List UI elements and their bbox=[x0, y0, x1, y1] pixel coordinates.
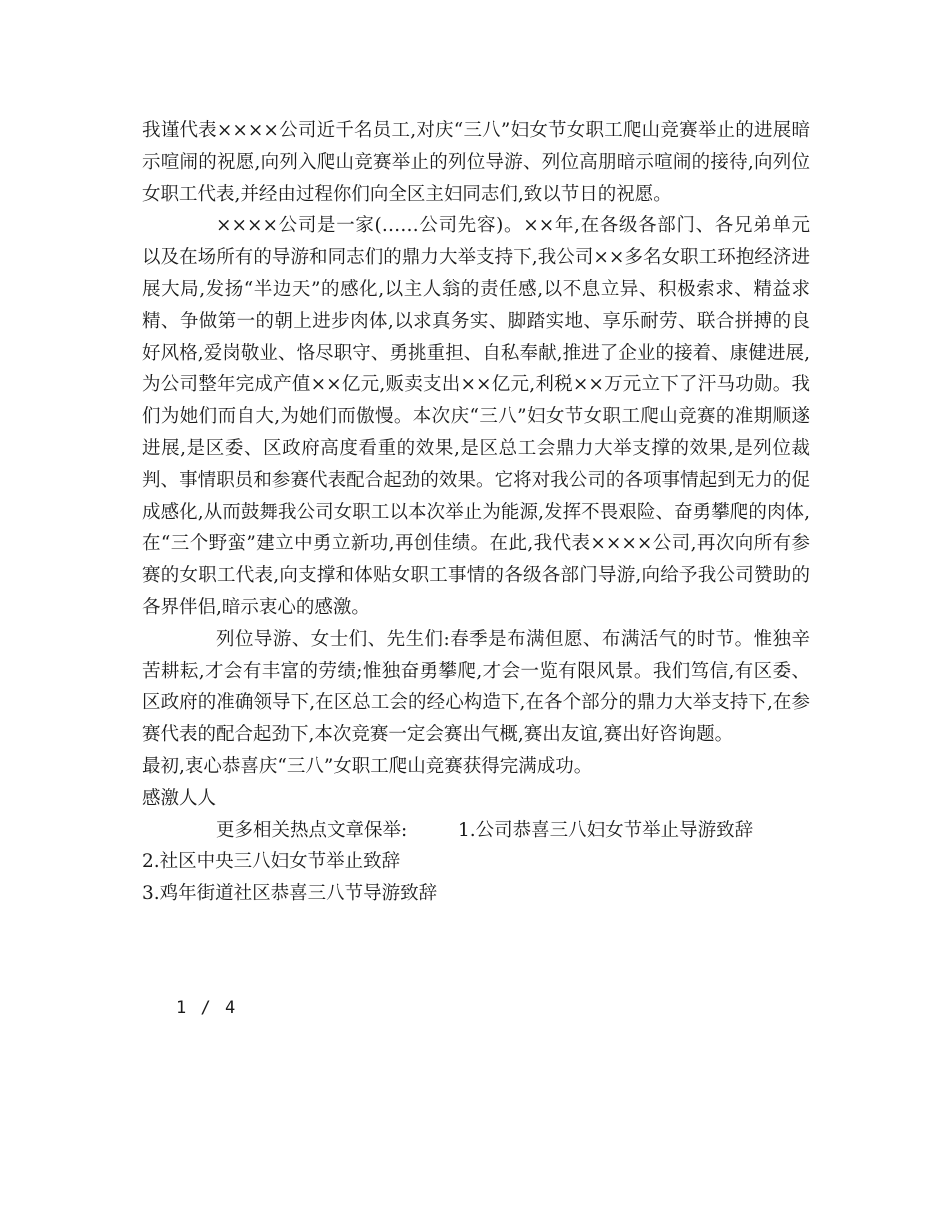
related-articles-row bbox=[142, 815, 810, 847]
related-articles-label: 更多相关热点文章保举: bbox=[216, 819, 408, 841]
page-number: 1 / 4 bbox=[176, 998, 238, 1018]
paragraph-spring-remarks: 列位导游、女士们、先生们:春季是布满但愿、布满活气的时节。惟独辛苦耕耘,才会有丰富的劳绩;惟独奋勇攀爬,才会一览有限风景。我们笃信,有区委、区政府的准确领导下,在区总工会的经心构造下,在各个部分的鼎力大举支持下,在参赛代表的配合起劲下,本次竞赛一定会赛出气概,赛出友谊,赛出好咨询题。 bbox=[142, 628, 810, 746]
document-body bbox=[142, 115, 810, 910]
paragraph-thanks: 感激人人 bbox=[142, 787, 217, 809]
related-article-link-1[interactable]: 1.公司恭喜三八妇女节举止导游致辞 bbox=[458, 819, 754, 841]
paragraph-closing-wish: 最初,衷心恭喜庆“三八”女职工爬山竞赛获得完满成功。 bbox=[142, 755, 593, 777]
related-article-link-3[interactable]: 3.鸡年街道社区恭喜三八节导游致辞 bbox=[142, 883, 438, 905]
related-article-link-2[interactable]: 2.社区中央三八妇女节举止致辞 bbox=[142, 851, 401, 873]
paragraph-company-intro: ××××公司是一家(……公司先容)。××年,在各级各部门、各兄弟单元以及在场所有的导游和同志们的鼎力大举支持下,我公司××多名女职工环抱经济进展大局,发扬“半边天”的感化,以主人翁的责任感,以不息立异、积极索求、精益求精、争做第一的朝上进步肉体,以求真务实、脚踏实地、享乐耐劳、联合拼搏的良好风格,爱岗敬业、恪尽职守、勇挑重担、自私奉献,推进了企业的接着、康健进展,为公司整年完成产值××亿元,贩卖支出××亿元,利税××万元立下了汗马功勋。我们为她们而自大,为她们而傲慢。本次庆“三八”妇女节女职工爬山竞赛的准期顺遂进展,是区委、区政府高度看重的效果,是区总工会鼎力大举支撑的效果,是列位裁判、事情职员和参赛代表配合起劲的效果。它将对我公司的各项事情起到无力的促成感化,从而鼓舞我公司女职工以本次举止为能源,发挥不畏艰险、奋勇攀爬的肉体,在“三个野蛮”建立中勇立新功,再创佳绩。在此,我代表××××公司,再次向所有参赛的女职工代表,向支撑和体贴女职工事情的各级各部门导游,向给予我公司赞助的各界伴侣,暗示衷心的感激。 bbox=[142, 215, 810, 618]
paragraph-greeting: 我谨代表××××公司近千名员工,对庆“三八”妇女节女职工爬山竞赛举止的进展暗示喧闹的祝愿,向列入爬山竞赛举止的列位导游、列位高朋暗示喧闹的接待,向列位女职工代表,并经由过程你们向全区主妇同志们,致以节日的祝愿。 bbox=[142, 120, 810, 205]
